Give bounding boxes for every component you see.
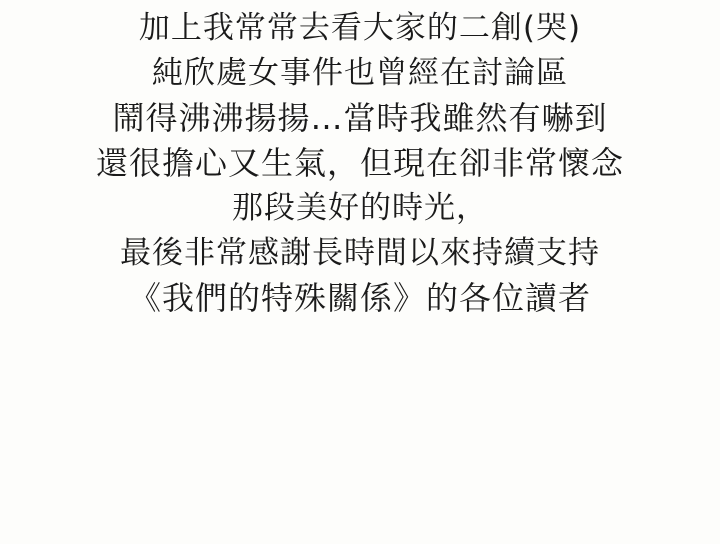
text-line-7: 《我們的特殊關係》的各位讀者 [128,279,591,317]
text-line-2: 純欣處女事件也曾經在討論區 [152,55,568,91]
text-line-1: 加上我常常去看大家的二創(哭) [138,10,582,46]
text-line-3: 鬧得沸沸揚揚…當時我雖然有嚇到 [112,99,608,137]
text-line-4: 還很擔心又生氣，但現在卻非常懷念 [95,144,624,182]
body-text-block [0,6,720,321]
text-line-5: 那段美好的時光， [232,190,488,226]
text-line-6: 最後非常感謝長時間以來持續支持 [120,235,600,271]
